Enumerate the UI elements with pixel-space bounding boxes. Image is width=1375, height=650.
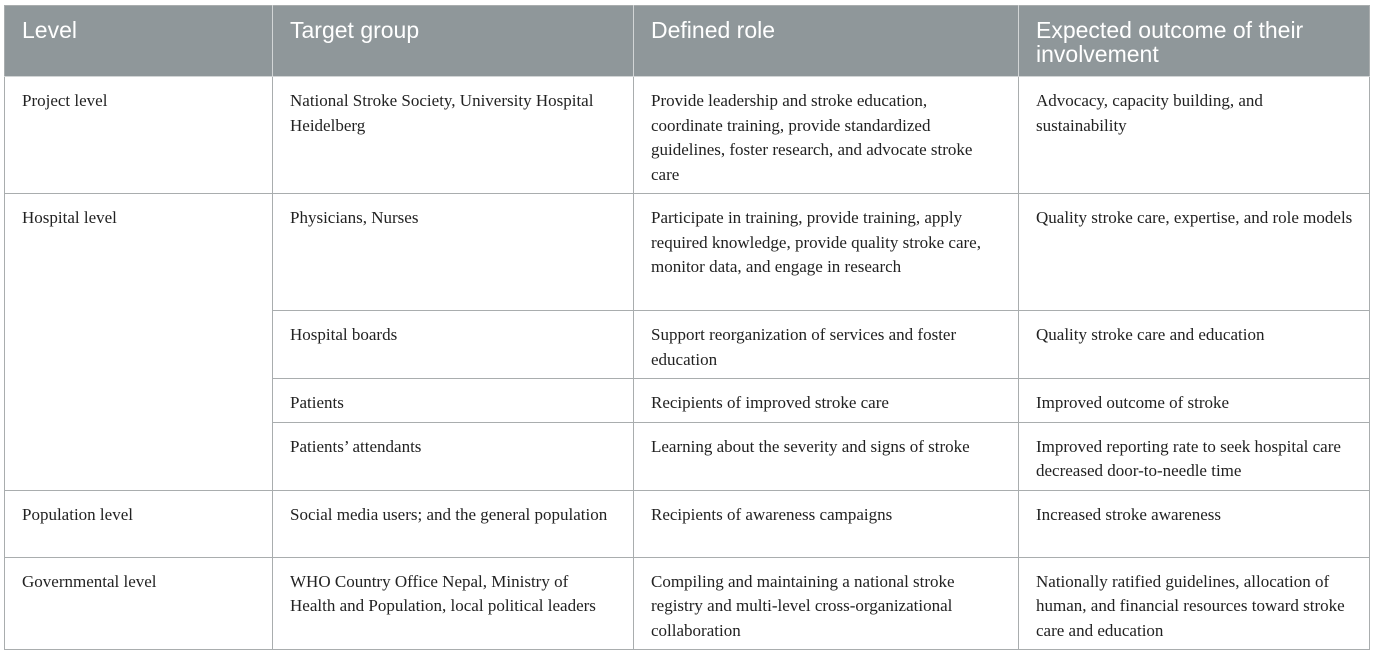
target-group-cell: Patients’ attendants [273, 422, 634, 490]
defined-role-cell: Recipients of awareness campaigns [634, 490, 1019, 557]
defined-role-cell: Provide leadership and stroke education, coordinate training, provide standardized guidelines, foster research, and advocate stroke care [634, 77, 1019, 194]
level-cell: Governmental level [5, 557, 273, 650]
target-group-cell: Physicians, Nurses [273, 194, 634, 311]
defined-role-cell: Learning about the severity and signs of stroke [634, 422, 1019, 490]
header-target-group: Target group [273, 6, 634, 77]
defined-role-cell: Participate in training, provide training, apply required knowledge, provide quality stroke care, monitor data, and engage in research [634, 194, 1019, 311]
expected-outcome-cell: Increased stroke awareness [1019, 490, 1370, 557]
expected-outcome-cell: Improved outcome of stroke [1019, 379, 1370, 423]
defined-role-cell: Support reorganization of services and foster education [634, 311, 1019, 379]
header-row [5, 6, 1370, 77]
table-row [5, 557, 1370, 650]
table-row [5, 490, 1370, 557]
table-header [5, 6, 1370, 77]
header-defined-role: Defined role [634, 6, 1019, 77]
header-level: Level [5, 6, 273, 77]
defined-role-cell: Recipients of improved stroke care [634, 379, 1019, 423]
target-group-cell: WHO Country Office Nepal, Ministry of Health and Population, local political leaders [273, 557, 634, 650]
expected-outcome-cell: Improved reporting rate to seek hospital care decreased door-to-needle time [1019, 422, 1370, 490]
target-group-cell: National Stroke Society, University Hospital Heidelberg [273, 77, 634, 194]
expected-outcome-cell: Quality stroke care and education [1019, 311, 1370, 379]
expected-outcome-cell: Quality stroke care, expertise, and role models [1019, 194, 1370, 311]
table-row [5, 77, 1370, 194]
target-group-cell: Social media users; and the general population [273, 490, 634, 557]
level-cell: Hospital level [5, 194, 273, 491]
level-cell: Population level [5, 490, 273, 557]
table-row [5, 194, 1370, 311]
level-cell: Project level [5, 77, 273, 194]
defined-role-cell: Compiling and maintaining a national stroke registry and multi-level cross-organizational collaboration [634, 557, 1019, 650]
expected-outcome-cell: Nationally ratified guidelines, allocation of human, and financial resources toward stroke care and education [1019, 557, 1370, 650]
header-expected-outcome: Expected outcome of their involvement [1019, 6, 1370, 77]
stakeholder-table [4, 5, 1370, 650]
table-body [5, 77, 1370, 650]
target-group-cell: Patients [273, 379, 634, 423]
expected-outcome-cell: Advocacy, capacity building, and sustainability [1019, 77, 1370, 194]
target-group-cell: Hospital boards [273, 311, 634, 379]
